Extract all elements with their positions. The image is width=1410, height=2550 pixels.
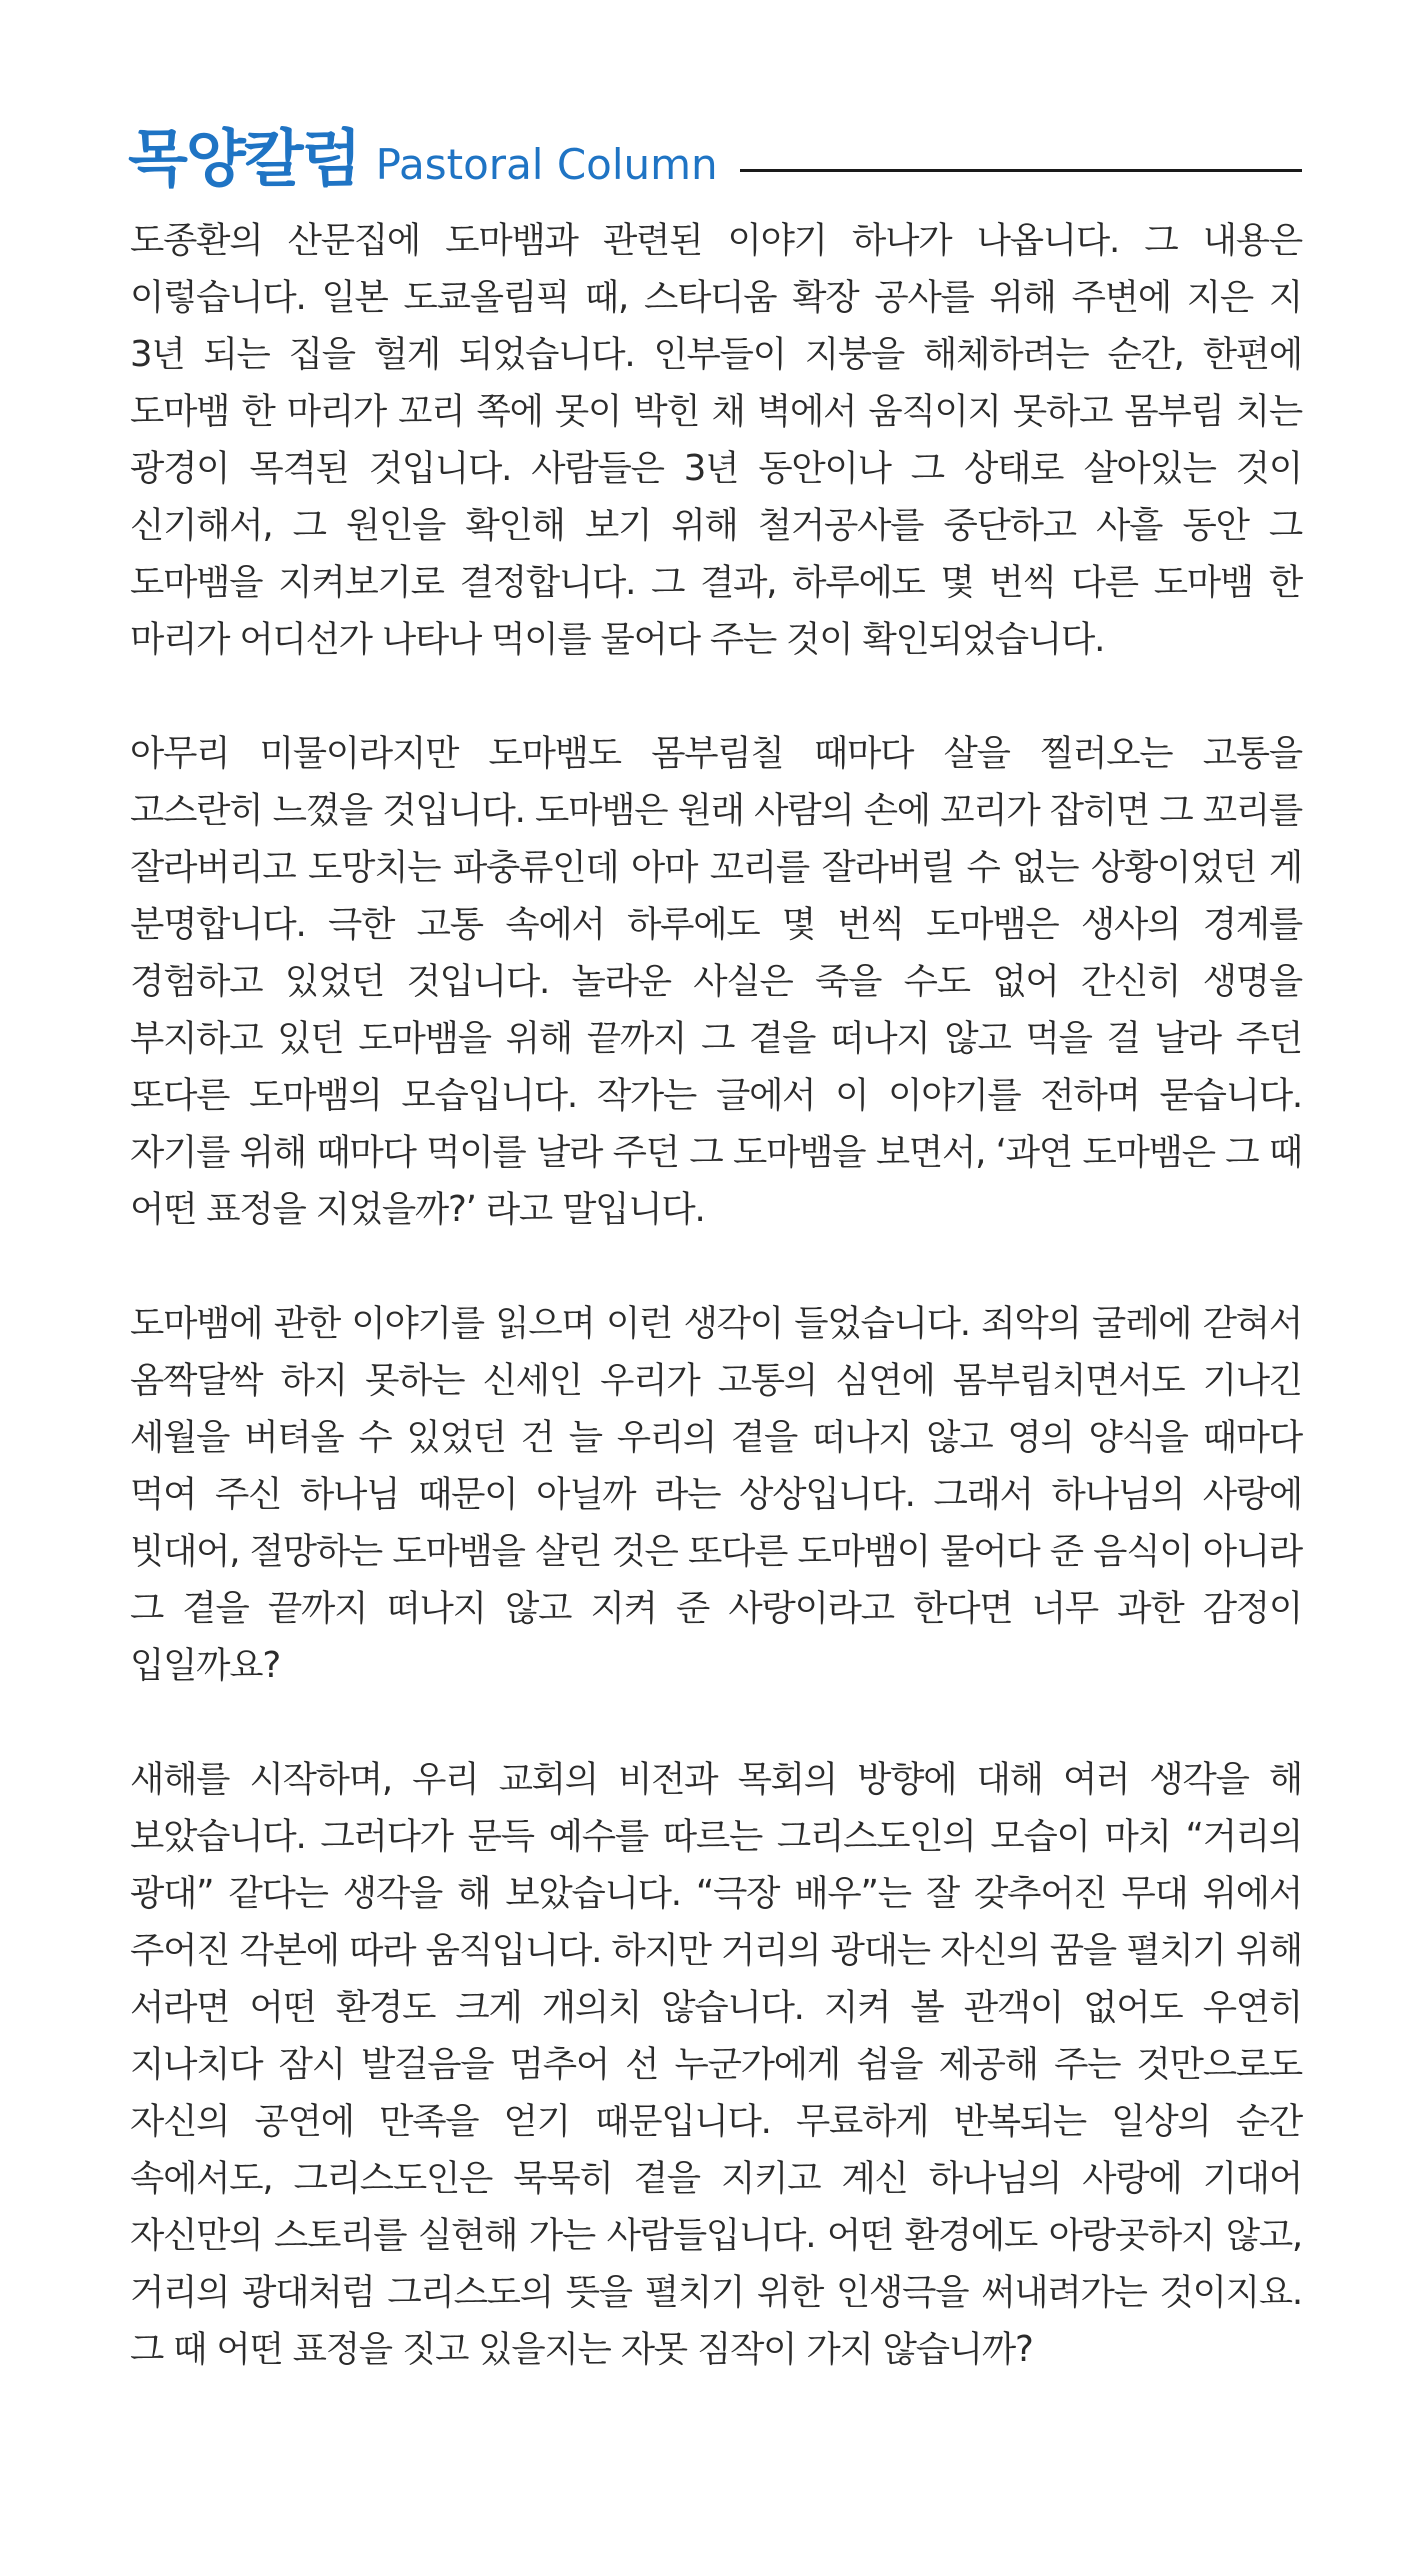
- paragraph-2: 아무리 미물이라지만 도마뱀도 몸부림칠 때마다 살을 찔러오는 고통을 고스란히 느꼈을 것입니다. 도마뱀은 원래 사람의 손에 꼬리가 잡히면 그 꼬리를 잘라버리고 도망치는 파충류인데 아마 꼬리를 잘라버릴 수 없는 상황이었던 게 분명합니다. 극한 고통 속에서 하루에도 몇 번씩 도마뱀은 생사의 경계를 경험하고 있었던 것입니다. 놀라운 사실은 죽을 수도 없어 간신히 생명을 부지하고 있던 도마뱀을 위해 끝까지 그 곁을 떠나지 않고 먹을 걸 날라 주던 또다른 도마뱀의 모습입니다. 작가는 글에서 이 이야기를 전하며 묻습니다. 자기를 위해 때마다 먹이를 날라 주던 그 도마뱀을 보면서, ‘과연 도마뱀은 그 때 어떤 표정을 지었을까?’ 라고 말입니다.: [130, 733, 1303, 1230]
- paragraph-3: 도마뱀에 관한 이야기를 읽으며 이런 생각이 들었습니다. 죄악의 굴레에 갇혀서 옴짝달싹 하지 못하는 신세인 우리가 고통의 심연에 몸부림치면서도 기나긴 세월을 버텨올 수 있었던 건 늘 우리의 곁을 떠나지 않고 영의 양식을 때마다 먹여 주신 하나님 때문이 아닐까 라는 상상입니다. 그래서 하나님의 사랑에 빗대어, 절망하는 도마뱀을 살린 것은 또다른 도마뱀이 물어다 준 음식이 아니라 그 곁을 끝까지 떠나지 않고 지켜 준 사랑이라고 한다면 너무 과한 감정이 입일까요?: [130, 1303, 1303, 1686]
- column-title-english: Pastoral Column: [375, 140, 718, 189]
- paragraph-4: 새해를 시작하며, 우리 교회의 비전과 목회의 방향에 대해 여러 생각을 해 보았습니다. 그러다가 문득 예수를 따르는 그리스도인의 모습이 마치 “거리의 광대” 같다는 생각을 해 보았습니다. “극장 배우”는 잘 갖추어진 무대 위에서 주어진 각본에 따라 움직입니다. 하지만 거리의 광대는 자신의 꿈을 펼치기 위해 서라면 어떤 환경도 크게 개의치 않습니다. 지켜 볼 관객이 없어도 우연히 지나치다 잠시 발걸음을 멈추어 선 누군가에게 쉼을 제공해 주는 것만으로도 자신의 공연에 만족을 얻기 때문입니다. 무료하게 반복되는 일상의 순간 속에서도, 그리스도인은 묵묵히 곁을 지키고 계신 하나님의 사랑에 기대어 자신만의 스토리를 실현해 가는 사람들입니다. 어떤 환경에도 아랑곳하지 않고, 거리의 광대처럼 그리스도의 뜻을 펼치기 위한 인생극을 써내려가는 것이지요. 그 때 어떤 표정을 짓고 있을지는 자못 짐작이 가지 않습니까?: [130, 1759, 1303, 2370]
- column-header: [128, 110, 1302, 195]
- paragraph-1: 도종환의 산문집에 도마뱀과 관련된 이야기 하나가 나옵니다. 그 내용은 이렇습니다. 일본 도쿄올림픽 때, 스타디움 확장 공사를 위해 주변에 지은 지 3년 되는 집을 헐게 되었습니다. 인부들이 지붕을 해체하려는 순간, 한편에 도마뱀 한 마리가 꼬리 쪽에 못이 박힌 채 벽에서 움직이지 못하고 몸부림 치는 광경이 목격된 것입니다. 사람들은 3년 동안이나 그 상태로 살아있는 것이 신기해서, 그 원인을 확인해 보기 위해 철거공사를 중단하고 사흘 동안 그 도마뱀을 지켜보기로 결정합니다. 그 결과, 하루에도 몇 번씩 다른 도마뱀 한 마리가 어디선가 나타나 먹이를 물어다 주는 것이 확인되었습니다.: [130, 220, 1302, 660]
- column-title-korean: 목양칼럼: [128, 122, 360, 195]
- column-body: [128, 212, 1302, 2378]
- header-divider-line: [740, 169, 1302, 172]
- pastoral-column-page: [128, 110, 1302, 2435]
